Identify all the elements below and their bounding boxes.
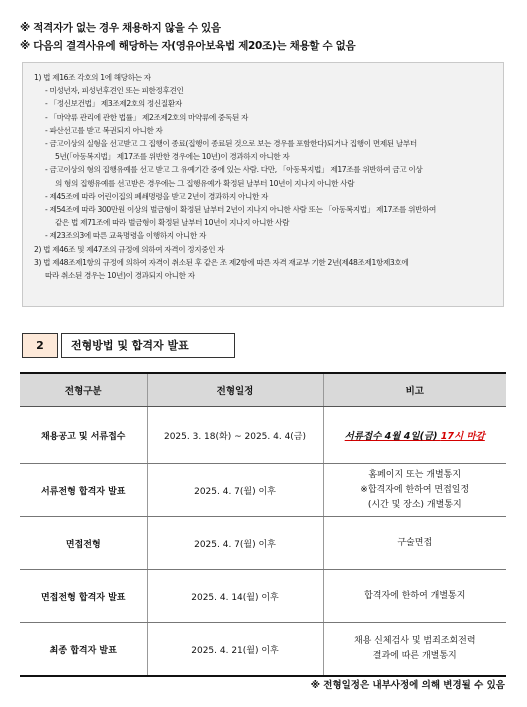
table-header-row bbox=[20, 373, 506, 407]
note-line: 합격자에 한하여 개별통지 bbox=[364, 590, 466, 601]
table-row bbox=[20, 407, 506, 464]
section-number: 2 bbox=[22, 333, 58, 358]
disq-item-3-continued: 따라 취소된 경우는 10년)이 경과되지 아니한 자 bbox=[45, 271, 195, 281]
note-cell bbox=[323, 570, 506, 623]
note-line: 홈페이지 또는 개별통지 bbox=[368, 469, 462, 480]
deadline-note-prefix: 서류접수 4월 4일(금) bbox=[344, 431, 441, 442]
disq-subitem: - 제54조에 따라 300만원 이상의 벌금형이 확정된 날부터 2년이 지나지 아니한 사람 또는 「아동복지법」 제17조를 위반하여 bbox=[45, 205, 437, 215]
table-row bbox=[20, 570, 506, 623]
disq-subitem-continued: 같은 법 제71조에 따라 벌금형이 확정된 날부터 10년이 지나지 아니한 사람 bbox=[55, 218, 290, 228]
note-cell bbox=[323, 517, 506, 570]
note-cell bbox=[323, 407, 506, 464]
note-cell bbox=[323, 464, 506, 517]
note-line: 구술면접 bbox=[397, 537, 433, 548]
disq-item-3: 3) 법 제48조제1항의 규정에 의하여 자격이 취소된 후 같은 조 제2항에 따른 자격 재교부 기한 2년(제48조제1항제3호에 bbox=[34, 257, 409, 267]
disq-subitem: - 금고이상의 형의 집행유예를 선고 받고 그 유예기간 중에 있는 사람. 다만, 「아동복지법」 제17조를 위반하여 금고 이상 bbox=[45, 165, 423, 175]
schedule-table bbox=[20, 372, 506, 677]
note-line: 채용 신체검사 및 범죄조회전력 bbox=[353, 636, 476, 646]
deadline-note bbox=[345, 431, 485, 442]
date-cell: 2025. 4. 14(월) 이후 bbox=[147, 570, 323, 623]
date-cell: 2025. 4. 21(월) 이후 bbox=[147, 623, 323, 677]
disq-subitem: - 「정신보건법」 제3조제2호의 정신질환자 bbox=[45, 99, 182, 109]
stage-cell: 면접전형 합격자 발표 bbox=[20, 570, 147, 623]
note-line: 결과에 따른 개별통지 bbox=[372, 651, 457, 661]
disqualification-box bbox=[22, 62, 504, 307]
date-cell: 2025. 3. 18(화) ~ 2025. 4. 4(금) bbox=[147, 407, 323, 464]
header-date: 전형일정 bbox=[147, 373, 323, 407]
stage-cell: 최종 합격자 발표 bbox=[20, 623, 147, 677]
stage-cell: 면접전형 bbox=[20, 517, 147, 570]
date-cell: 2025. 4. 7(월) 이후 bbox=[147, 517, 323, 570]
stage-cell: 서류전형 합격자 발표 bbox=[20, 464, 147, 517]
disq-subitem-continued: 5년(「아동복지법」 제17조를 위반한 경우에는 10년)이 경과하지 아니한 자 bbox=[55, 152, 290, 162]
notice-disqualification: ※ 다음의 결격사유에 해당하는 자(영유아보육법 제20조)는 채용할 수 없음 bbox=[20, 40, 356, 52]
table-row bbox=[20, 623, 506, 677]
schedule-change-note: ※ 전형일정은 내부사정에 의해 변경될 수 있음 bbox=[310, 680, 505, 691]
header-stage: 전형구분 bbox=[20, 373, 147, 407]
disq-subitem: - 「마약류 관리에 관한 법률」 제2조제2호의 마약류에 중독된 자 bbox=[45, 112, 249, 122]
deadline-time: 17시 마감 bbox=[440, 431, 485, 442]
disq-subitem: - 제45조에 따라 어린이집의 폐쇄명령을 받고 2년이 경과하지 아니한 자 bbox=[45, 191, 269, 201]
disq-subitem: - 미성년자, 피성년후견인 또는 피한정후견인 bbox=[45, 86, 184, 96]
disq-item-1: 1) 법 제16조 각호의 1에 해당하는 자 bbox=[34, 73, 151, 82]
note-line: ※합격자에 한하여 면접일정 bbox=[360, 484, 470, 495]
disq-item-2: 2) 법 제46조 및 제47조의 규정에 의하여 자격이 정지중인 자 bbox=[34, 244, 225, 254]
date-cell: 2025. 4. 7(월) 이후 bbox=[147, 464, 323, 517]
notice-no-qualified: ※ 적격자가 없는 경우 채용하지 않을 수 있음 bbox=[20, 22, 221, 34]
note-line: (시간 및 장소) 개별통지 bbox=[367, 499, 462, 510]
disq-subitem-continued: 의 형의 집행유예를 선고받은 경우에는 그 집행유예가 확정된 날부터 10년이 지나지 아니한 사람 bbox=[55, 178, 355, 188]
disq-subitem: - 금고이상의 실형을 선고받고 그 집행이 종료(집행이 종료된 것으로 보는 경우를 포함한다)되거나 집행이 면제된 날부터 bbox=[45, 139, 417, 149]
stage-cell: 채용공고 및 서류접수 bbox=[20, 407, 147, 464]
section-title: 전형방법 및 합격자 발표 bbox=[61, 333, 235, 358]
disq-subitem: - 제23조의3에 따른 교육명령을 이행하지 아니한 자 bbox=[45, 231, 206, 241]
table-row bbox=[20, 464, 506, 517]
header-note: 비고 bbox=[323, 373, 506, 407]
note-cell bbox=[323, 623, 506, 677]
disq-subitem: - 파산선고를 받고 복권되지 아니한 자 bbox=[45, 125, 163, 135]
table-row bbox=[20, 517, 506, 570]
